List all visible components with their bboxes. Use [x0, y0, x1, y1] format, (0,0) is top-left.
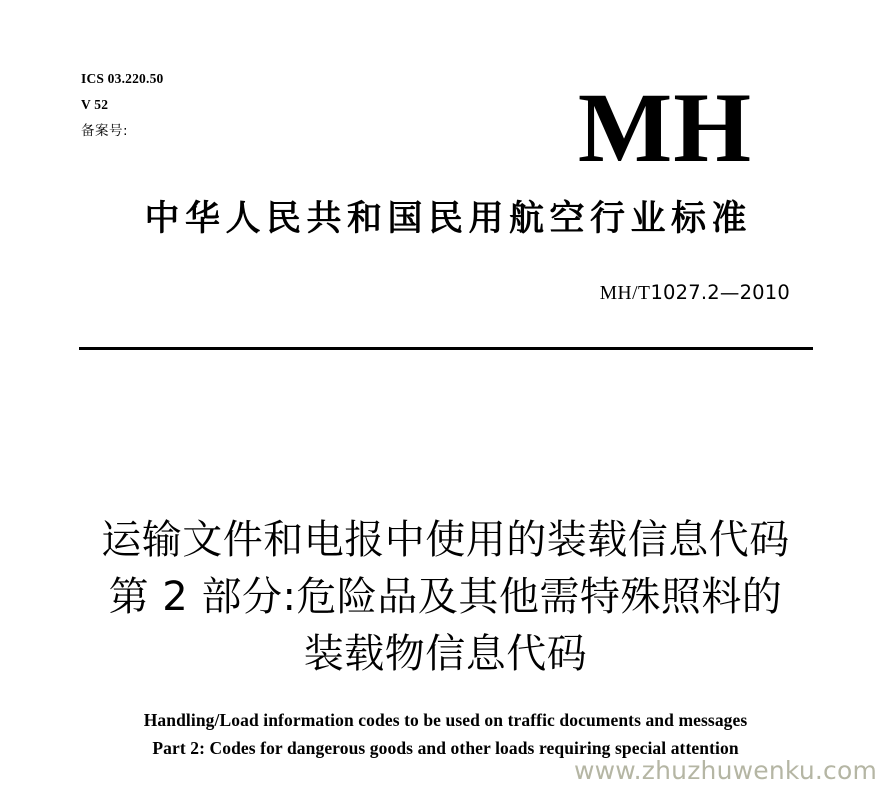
watermark: www.zhuzhuwenku.com	[574, 756, 877, 785]
header-meta-block	[81, 66, 164, 144]
page-title	[0, 512, 891, 683]
title-line-3: 装载物信息代码	[303, 631, 588, 677]
mh-mark: MH	[577, 72, 752, 183]
title-line-2: 第 2 部分:危险品及其他需特殊照料的	[108, 574, 783, 620]
record-number-label: 备案号:	[81, 123, 129, 139]
english-title-line-2: Part 2: Codes for dangerous goods and other loads requiring special attention	[152, 738, 739, 758]
authority-line: 中华人民共和国民用航空行业标准	[144, 199, 752, 239]
header-divider-rule	[79, 347, 813, 350]
classification-code: V 52	[81, 97, 109, 112]
english-title-line-1: Handling/Load information codes to be used on traffic documents and messages	[143, 710, 748, 730]
standard-number-digits: 1027.2—2010	[650, 281, 790, 304]
english-title	[0, 706, 891, 762]
ics-code: ICS 03.220.50	[81, 71, 164, 86]
title-line-1: 运输文件和电报中使用的装载信息代码	[101, 517, 790, 563]
standard-number-prefix: MH/T	[599, 283, 651, 304]
standard-number	[600, 281, 790, 306]
